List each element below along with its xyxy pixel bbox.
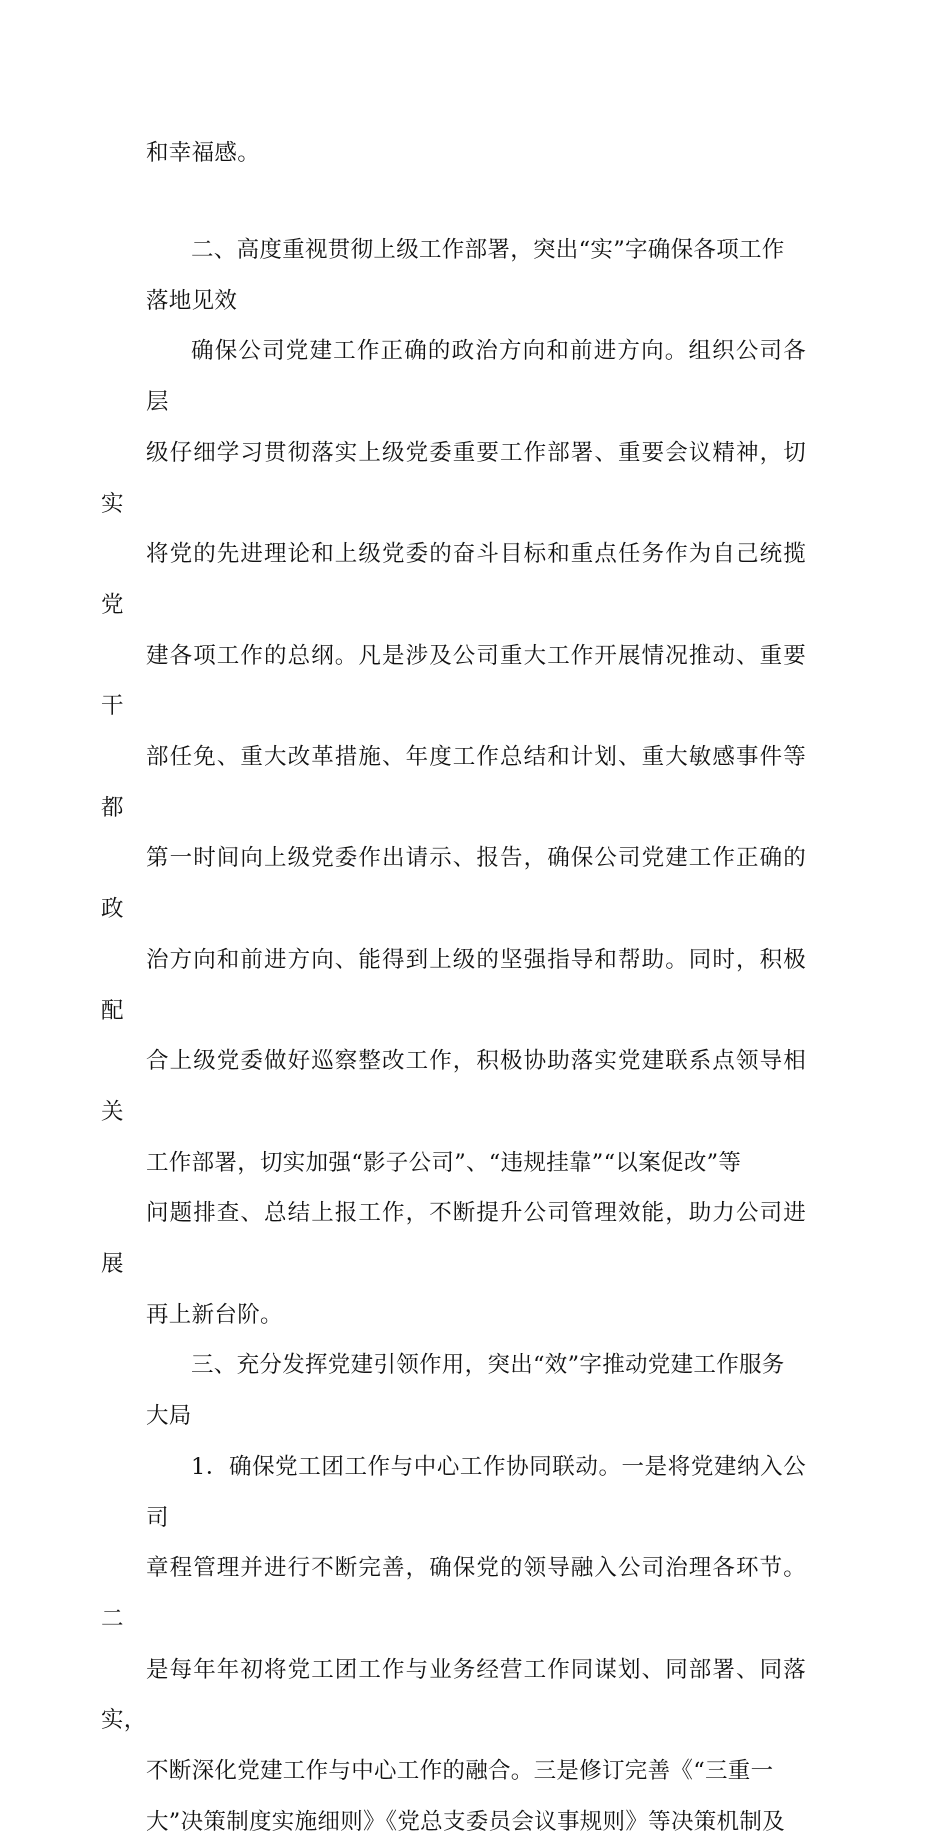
section-3-body	[101, 1442, 806, 1848]
body-line: 问题排查、总结上报工作，不断提升公司管理效能，助力公司进展	[101, 1200, 806, 1278]
body-line: 1．确保党工团工作与中心工作协同联动。一是将党建纳入公司	[146, 1453, 806, 1531]
body-line: 合上级党委做好巡察整改工作，积极协助落实党建联系点领导相关	[101, 1048, 806, 1125]
heading-line: 大局	[146, 1403, 192, 1430]
heading-line: 三、充分发挥党建引领作用，突出“效”字推动党建工作服务	[191, 1352, 785, 1379]
body-line: 级仔细学习贯彻落实上级党委重要工作部署、重要会议精神，切实	[101, 439, 806, 517]
body-line: 大”决策制度实施细则》《党总支委员会议事规则》等决策机制及	[146, 1808, 785, 1835]
body-line: 再上新台阶。	[146, 1301, 283, 1328]
body-line: 将党的先进理论和上级党委的奋斗目标和重点任务作为自己统揽党	[101, 541, 806, 618]
heading-line: 二、高度重视贯彻上级工作部署，突出“实”字确保各项工作	[191, 237, 785, 263]
text-block-top	[146, 128, 806, 179]
text-block-main	[101, 225, 806, 1848]
heading-line: 落地见效	[146, 287, 238, 314]
body-line: 工作部署，切实加强“影子公司”、“违规挂靠”“以案促改”等	[146, 1149, 742, 1176]
body-line: 是每年年初将党工团工作与业务经营工作同谋划、同部署、同落实，	[101, 1656, 806, 1734]
body-line: 不断深化党建工作与中心工作的融合。三是修订完善《“三重一	[146, 1758, 774, 1785]
body-line: 章程管理并进行不断完善，确保党的领导融入公司治理各环节。二	[101, 1555, 806, 1632]
paragraph-continuation	[146, 128, 806, 179]
body-line: 治方向和前进方向、能得到上级的坚强指导和帮助。同时，积极配	[101, 946, 806, 1024]
body-line: 第一时间向上级党委作出请示、报告，确保公司党建工作正确的政	[101, 845, 806, 923]
section-heading-2	[146, 225, 806, 326]
section-2-body	[101, 326, 806, 1340]
body-line: 部任免、重大改革措施、年度工作总结和计划、重大敏感事件等都	[101, 744, 806, 821]
body-line: 确保公司党建工作正确的政治方向和前进方向。组织公司各层	[146, 338, 806, 416]
section-heading-3	[146, 1340, 806, 1441]
body-line: 建各项工作的总纲。凡是涉及公司重大工作开展情况推动、重要干	[101, 642, 806, 720]
paragraph-fragment: 和幸福感。	[146, 140, 261, 166]
